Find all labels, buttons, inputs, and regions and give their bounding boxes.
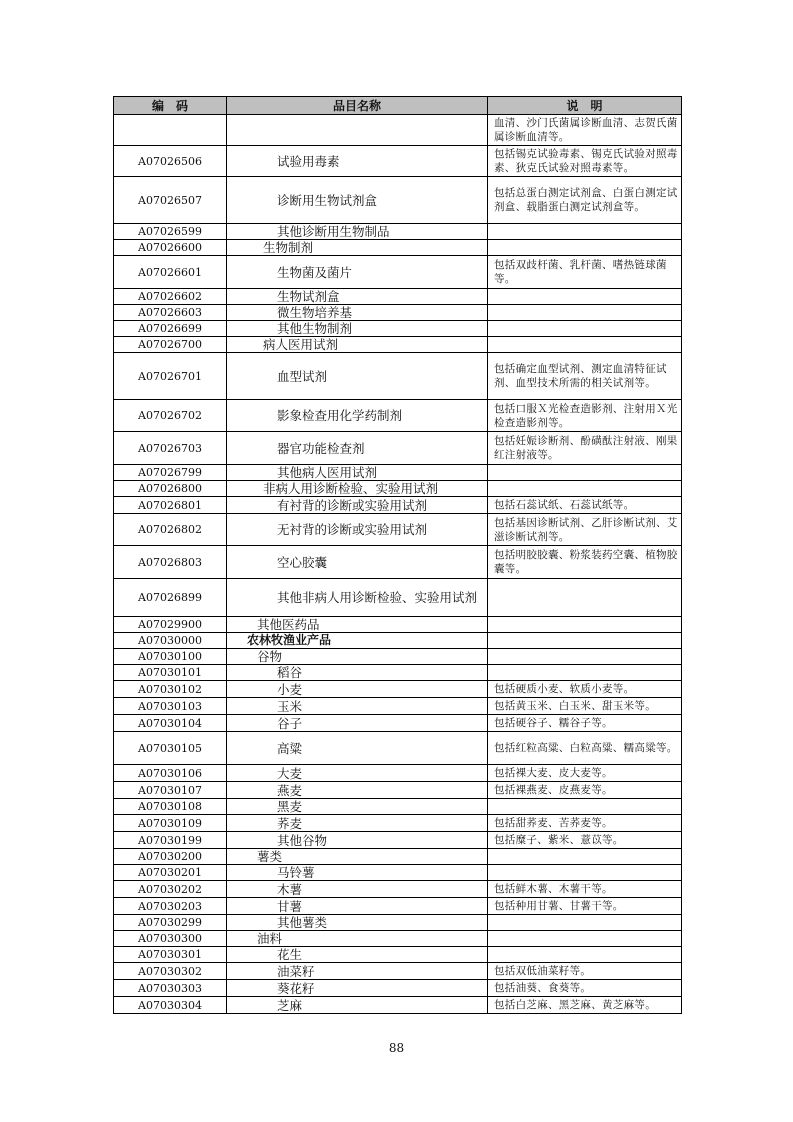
header-code: 编 码 <box>114 97 227 115</box>
table-row <box>114 665 682 681</box>
item-name: 甘薯 <box>227 898 488 915</box>
item-note: 包括硬谷子、糯谷子等。 <box>488 715 682 732</box>
table-row <box>114 715 682 732</box>
item-note: 包括双歧杆菌、乳杆菌、嗜热链球菌等。 <box>488 256 682 289</box>
item-code: A07026700 <box>114 337 227 353</box>
item-code: A07030201 <box>114 865 227 881</box>
item-code: A07026600 <box>114 240 227 256</box>
item-name: 生物试剂盒 <box>227 289 488 305</box>
item-name: 器官功能检查剂 <box>227 432 488 465</box>
item-code: A07026801 <box>114 497 227 514</box>
table-row <box>114 732 682 765</box>
table-row <box>114 782 682 799</box>
item-code: A07030299 <box>114 915 227 931</box>
item-note <box>488 865 682 881</box>
table-row <box>114 980 682 997</box>
item-note <box>488 321 682 337</box>
item-code: A07030300 <box>114 931 227 947</box>
table-row <box>114 799 682 815</box>
item-code: A07026800 <box>114 481 227 497</box>
item-name: 影象检查用化学药制剂 <box>227 400 488 432</box>
item-note: 包括糜子、紫米、薏苡等。 <box>488 832 682 849</box>
table-row <box>114 947 682 963</box>
table-row <box>114 224 682 240</box>
item-note: 包括基因诊断试剂、乙肝诊断试剂、艾滋诊断试剂等。 <box>488 514 682 546</box>
item-name: 空心胶囊 <box>227 546 488 579</box>
item-note <box>488 665 682 681</box>
item-note <box>488 465 682 481</box>
table-row <box>114 649 682 665</box>
item-note: 包括硬质小麦、软质小麦等。 <box>488 681 682 698</box>
item-name: 试验用毒素 <box>227 146 488 177</box>
table-row <box>114 115 682 146</box>
item-note <box>488 633 682 649</box>
item-note: 包括油葵、食葵等。 <box>488 980 682 997</box>
item-name: 血型试剂 <box>227 353 488 400</box>
table-row <box>114 146 682 177</box>
table-row <box>114 765 682 782</box>
item-code: A07026802 <box>114 514 227 546</box>
item-note: 包括口服Ｘ光检查造影剂、注射用Ｘ光检查造影剂等。 <box>488 400 682 432</box>
table-row <box>114 832 682 849</box>
item-note: 包括确定血型试剂、测定血清特征试剂、血型技术所需的相关试剂等。 <box>488 353 682 400</box>
item-code: A07026803 <box>114 546 227 579</box>
item-code: A07030100 <box>114 649 227 665</box>
item-code: A07030302 <box>114 963 227 980</box>
page-number: 88 <box>388 1041 405 1055</box>
table-row <box>114 617 682 633</box>
item-name: 小麦 <box>227 681 488 698</box>
header-note: 说 明 <box>488 97 682 115</box>
item-code: A07030105 <box>114 732 227 765</box>
table-row <box>114 915 682 931</box>
table-row <box>114 289 682 305</box>
item-code: A07030203 <box>114 898 227 915</box>
item-name: 芝麻 <box>227 997 488 1014</box>
table-row <box>114 481 682 497</box>
item-name: 其他生物制剂 <box>227 321 488 337</box>
item-code: A07029900 <box>114 617 227 633</box>
item-note: 包括石蕊试纸、石蕊试纸等。 <box>488 497 682 514</box>
item-name: 生物制剂 <box>227 240 488 256</box>
item-name: 农林牧渔业产品 <box>227 633 488 649</box>
item-note <box>488 289 682 305</box>
table-row <box>114 931 682 947</box>
item-note <box>488 931 682 947</box>
item-note <box>488 617 682 633</box>
table-row <box>114 465 682 481</box>
item-note: 包括双低油菜籽等。 <box>488 963 682 980</box>
item-name: 无衬背的诊断或实验用试剂 <box>227 514 488 546</box>
item-note: 包括妊娠诊断剂、酚磺酞注射液、刚果红注射液等。 <box>488 432 682 465</box>
item-name: 荞麦 <box>227 815 488 832</box>
item-note: 包括总蛋白测定试剂盒、白蛋白测定试剂盒、载脂蛋白测定试剂盒等。 <box>488 177 682 224</box>
item-code: A07026602 <box>114 289 227 305</box>
item-code: A07030200 <box>114 849 227 865</box>
item-name: 微生物培养基 <box>227 305 488 321</box>
table-row <box>114 698 682 715</box>
table-row <box>114 514 682 546</box>
item-code: A07030103 <box>114 698 227 715</box>
table-row <box>114 337 682 353</box>
item-name: 其他谷物 <box>227 832 488 849</box>
item-code: A07026701 <box>114 353 227 400</box>
item-name: 生物菌及菌片 <box>227 256 488 289</box>
table-row <box>114 579 682 617</box>
table-row <box>114 633 682 649</box>
item-name: 谷子 <box>227 715 488 732</box>
item-note <box>488 240 682 256</box>
item-note: 包括锡克试验毒素、锡克氏试验对照毒素、狄克氏试验对照毒素等。 <box>488 146 682 177</box>
item-note <box>488 337 682 353</box>
item-name: 非病人用诊断检验、实验用试剂 <box>227 481 488 497</box>
item-code: A07030109 <box>114 815 227 832</box>
table-row <box>114 881 682 898</box>
item-note <box>488 224 682 240</box>
item-code: A07030199 <box>114 832 227 849</box>
item-note <box>488 481 682 497</box>
table-row <box>114 305 682 321</box>
item-name: 薯类 <box>227 849 488 865</box>
item-name: 其他病人医用试剂 <box>227 465 488 481</box>
item-code: A07030106 <box>114 765 227 782</box>
item-name: 高粱 <box>227 732 488 765</box>
table-header-row <box>114 97 682 115</box>
item-note: 血清、沙门氏菌属诊断血清、志贺氏菌属诊断血清等。 <box>488 115 682 146</box>
item-code: A07030101 <box>114 665 227 681</box>
item-name: 木薯 <box>227 881 488 898</box>
item-code: A07030102 <box>114 681 227 698</box>
item-code: A07030108 <box>114 799 227 815</box>
table-row <box>114 546 682 579</box>
item-code: A07030000 <box>114 633 227 649</box>
catalog-table <box>113 96 682 1014</box>
item-name <box>227 115 488 146</box>
item-code: A07030202 <box>114 881 227 898</box>
table-row <box>114 240 682 256</box>
table-row <box>114 321 682 337</box>
item-code: A07026799 <box>114 465 227 481</box>
table-row <box>114 997 682 1014</box>
table-row <box>114 815 682 832</box>
item-code: A07026599 <box>114 224 227 240</box>
table-row <box>114 865 682 881</box>
item-code: A07030303 <box>114 980 227 997</box>
item-note <box>488 915 682 931</box>
table-row <box>114 681 682 698</box>
item-code <box>114 115 227 146</box>
table-row <box>114 963 682 980</box>
item-name: 黑麦 <box>227 799 488 815</box>
item-note: 包括明胶胶囊、粉浆装药空囊、植物胶囊等。 <box>488 546 682 579</box>
item-note: 包括裸大麦、皮大麦等。 <box>488 765 682 782</box>
item-note: 包括白芝麻、黑芝麻、黄芝麻等。 <box>488 997 682 1014</box>
item-note: 包括种用甘薯、甘薯干等。 <box>488 898 682 915</box>
table-row <box>114 256 682 289</box>
item-name: 其他医药品 <box>227 617 488 633</box>
item-code: A07026702 <box>114 400 227 432</box>
item-name: 谷物 <box>227 649 488 665</box>
item-note <box>488 305 682 321</box>
item-code: A07026699 <box>114 321 227 337</box>
item-name: 诊断用生物试剂盒 <box>227 177 488 224</box>
item-note <box>488 849 682 865</box>
item-name: 燕麦 <box>227 782 488 799</box>
item-note: 包括甜荞麦、苦荞麦等。 <box>488 815 682 832</box>
item-code: A07030107 <box>114 782 227 799</box>
item-note <box>488 649 682 665</box>
table-row <box>114 849 682 865</box>
item-code: A07026506 <box>114 146 227 177</box>
item-name: 玉米 <box>227 698 488 715</box>
table-row <box>114 353 682 400</box>
item-name: 其他薯类 <box>227 915 488 931</box>
table-body <box>114 115 682 1014</box>
item-note <box>488 799 682 815</box>
header-name: 品目名称 <box>227 97 488 115</box>
table-row <box>114 497 682 514</box>
item-name: 油料 <box>227 931 488 947</box>
item-code: A07026601 <box>114 256 227 289</box>
item-code: A07030104 <box>114 715 227 732</box>
item-note <box>488 579 682 617</box>
item-name: 油菜籽 <box>227 963 488 980</box>
item-code: A07026703 <box>114 432 227 465</box>
item-name: 其他非病人用诊断检验、实验用试剂 <box>227 579 488 617</box>
item-code: A07026507 <box>114 177 227 224</box>
item-name: 病人医用试剂 <box>227 337 488 353</box>
item-note <box>488 947 682 963</box>
item-name: 稻谷 <box>227 665 488 681</box>
table-row <box>114 432 682 465</box>
item-note: 包括黄玉米、白玉米、甜玉米等。 <box>488 698 682 715</box>
item-code: A07026603 <box>114 305 227 321</box>
item-name: 有衬背的诊断或实验用试剂 <box>227 497 488 514</box>
item-code: A07030304 <box>114 997 227 1014</box>
item-note: 包括鲜木薯、木薯干等。 <box>488 881 682 898</box>
item-note: 包括裸燕麦、皮燕麦等。 <box>488 782 682 799</box>
table-row <box>114 898 682 915</box>
table-row <box>114 400 682 432</box>
item-name: 其他诊断用生物制品 <box>227 224 488 240</box>
item-name: 马铃薯 <box>227 865 488 881</box>
item-code: A07030301 <box>114 947 227 963</box>
item-name: 大麦 <box>227 765 488 782</box>
table-row <box>114 177 682 224</box>
item-note: 包括红粒高粱、白粒高粱、糯高粱等。 <box>488 732 682 765</box>
item-name: 花生 <box>227 947 488 963</box>
item-name: 葵花籽 <box>227 980 488 997</box>
item-code: A07026899 <box>114 579 227 617</box>
